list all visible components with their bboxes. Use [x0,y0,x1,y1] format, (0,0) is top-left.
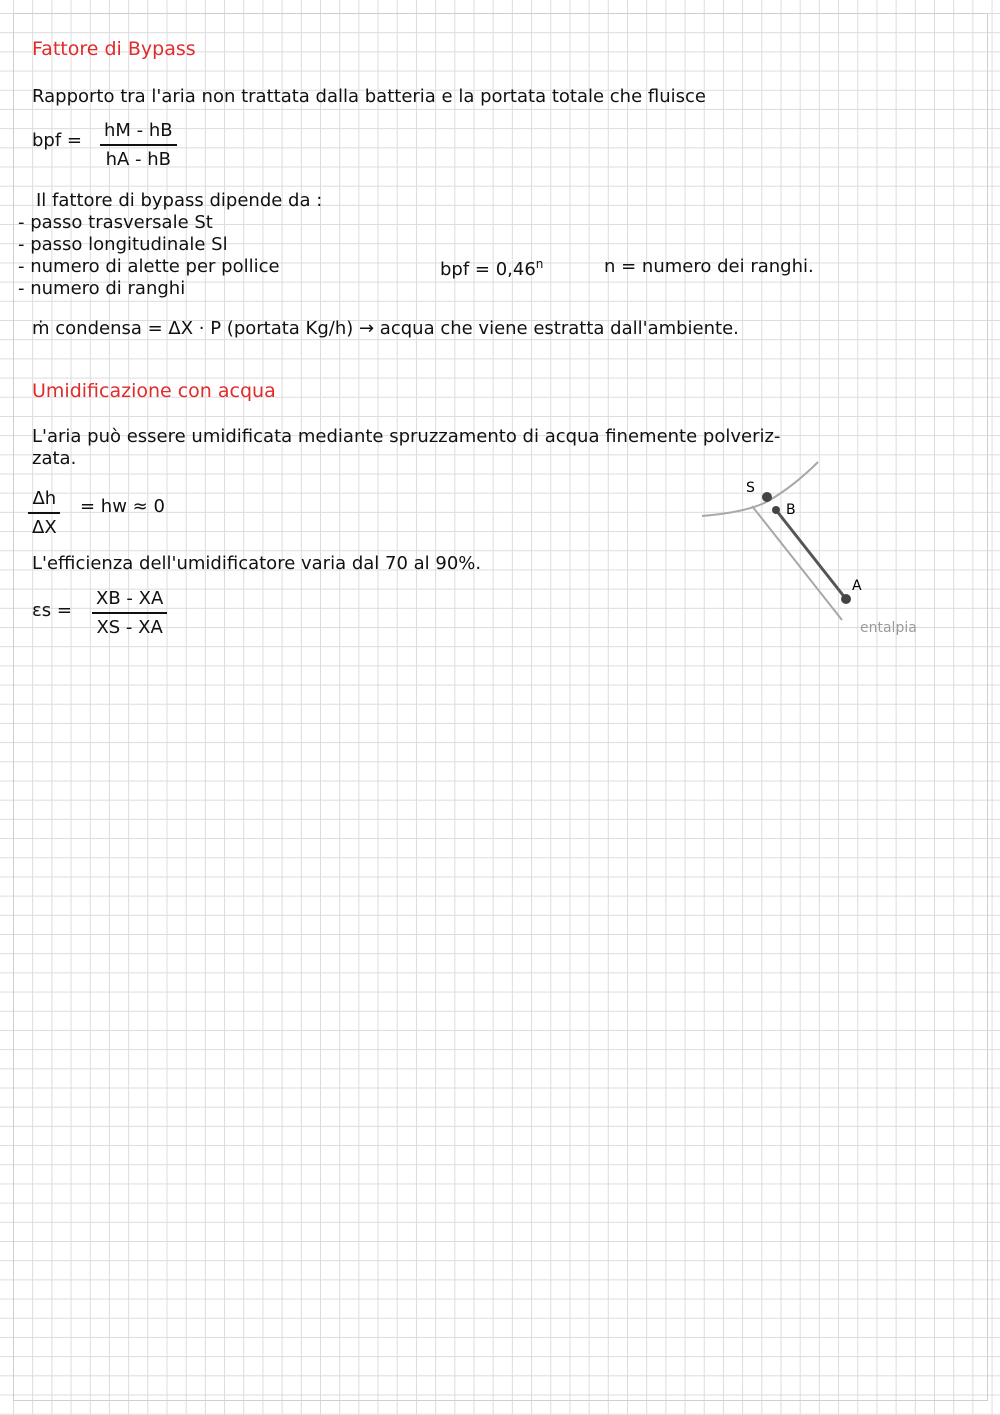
delta-h: Δh [28,488,60,514]
efficiency-text: L'efficienza dell'umidificatore varia dal 70 al 90%. [32,553,482,574]
humidification-text-line2: zata. [32,448,77,469]
efficiency-fraction [92,588,167,638]
factor-item: - passo trasversale St [18,212,213,233]
efficiency-denominator: XS - XA [96,617,163,638]
factor-item: - numero di ranghi [18,278,186,299]
depends-intro: Il fattore di bypass dipende da : [36,190,323,211]
point-a [841,594,851,604]
label-a: A [852,578,862,594]
bpf-power-base: bpf = 0,46 [440,259,536,280]
bpf-power-formula [440,258,543,279]
bpf-power-exponent: n [535,257,544,271]
psychrometric-sketch [690,450,970,650]
label-s: S [746,480,755,496]
label-entalpia: entalpia [860,620,917,636]
bpf-fraction [100,120,177,170]
efficiency-numerator: XB - XA [92,588,167,614]
process-line [776,510,846,599]
bpf-formula-lhs: bpf = [32,130,82,151]
bypass-definition: Rapporto tra l'aria non trattata dalla batteria e la portata totale che fluisce [32,86,706,107]
efficiency-formula-lhs: εs = [32,600,72,621]
label-b: B [786,502,796,518]
factor-item: - numero di alette per pollice [18,256,280,277]
section-title-humidification: Umidificazione con acqua [32,380,276,402]
delta-fraction [28,488,61,538]
bpf-numerator: hM - hB [100,120,177,146]
delta-formula-rhs: = hw ≈ 0 [80,496,165,517]
delta-x: ΔX [32,517,57,538]
condensate-formula: ṁ condensa = ΔX · P (portata Kg/h) → acqua che viene estratta dall'ambiente. [32,318,739,339]
isenthalpic-line [752,506,842,620]
factor-item: - passo longitudinale Sl [18,234,228,255]
point-b [772,506,780,514]
n-definition: n = numero dei ranghi. [604,256,814,277]
bpf-denominator: hA - hB [105,149,172,170]
humidification-text-line1: L'aria può essere umidificata mediante spruzzamento di acqua finemente polveriz- [32,426,781,447]
section-title-bypass: Fattore di Bypass [32,38,196,60]
saturation-curve [702,462,818,516]
point-s [762,492,772,502]
